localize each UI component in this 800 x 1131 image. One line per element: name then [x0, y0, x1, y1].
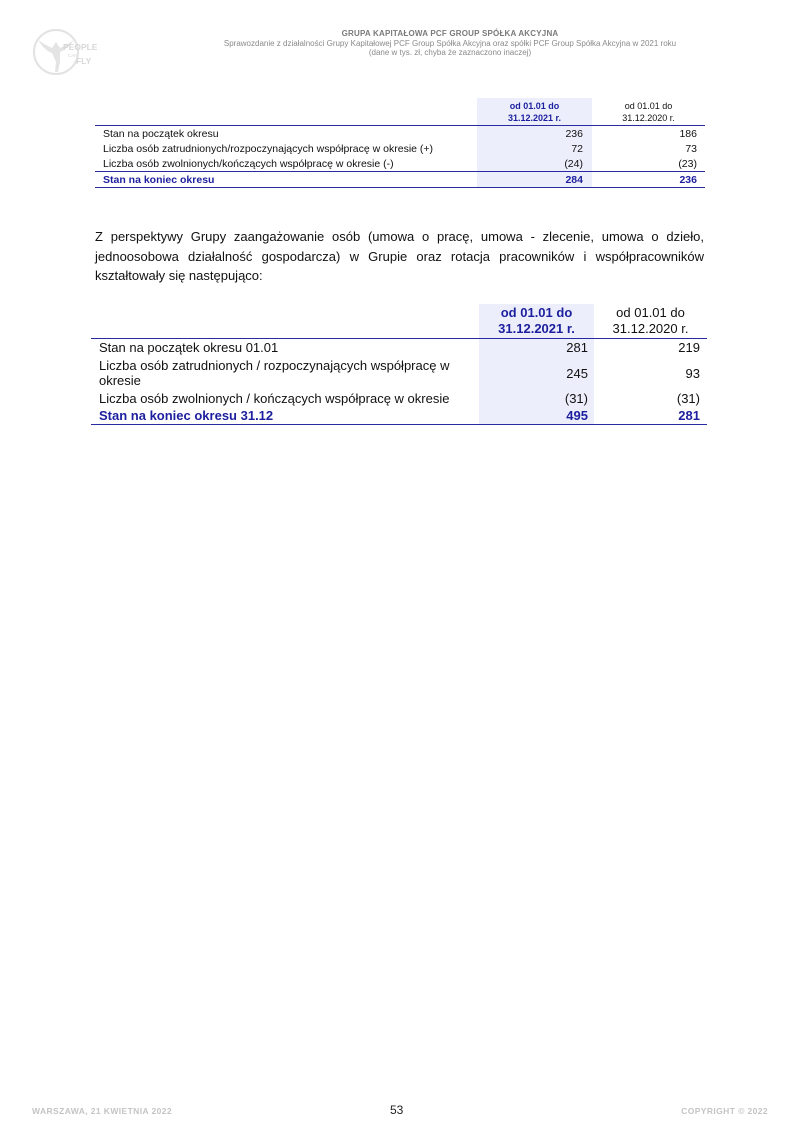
table-header-row — [91, 304, 707, 338]
row-value-2020: 93 — [685, 365, 700, 381]
header-2020 — [594, 304, 707, 338]
table-total-row — [91, 407, 707, 425]
headcount-table-group — [91, 304, 707, 425]
report-subtitle: Sprawozdanie z działalności Grupy Kapitałowej PCF Group Spółka Akcyjna oraz spółki PCF Group Spółka Akcyjna w 2021 roku — [223, 39, 677, 48]
headcount-table-small — [95, 98, 705, 188]
row-value-2020: (23) — [678, 157, 697, 170]
row-value-2020: 186 — [679, 127, 697, 140]
header-2021 — [479, 304, 594, 338]
row-label: Stan na początek okresu 01.01 — [99, 340, 279, 355]
footer-date: WARSZAWA, 21 KWIETNIA 2022 — [32, 1106, 172, 1116]
people-can-fly-logo — [30, 26, 98, 78]
table-header-empty — [91, 304, 479, 338]
total-value-2021: 284 — [477, 172, 592, 187]
table-total-row — [95, 171, 705, 188]
header-2021-line1: od 01.01 do — [509, 100, 560, 111]
total-value-2020: 281 — [678, 408, 700, 423]
row-value-2021: 245 — [479, 356, 594, 390]
footer-copyright: COPYRIGHT © 2022 — [681, 1106, 768, 1116]
total-value-2020: 236 — [679, 173, 697, 186]
svg-text:FLY: FLY — [76, 56, 92, 66]
table-row — [91, 356, 707, 390]
row-label: Liczba osób zwolnionych/kończących współpracę w okresie (-) — [103, 157, 394, 170]
table-row — [95, 125, 705, 141]
header-2021 — [477, 98, 592, 125]
row-value-2020: (31) — [676, 391, 700, 406]
report-units-note: (dane w tys. zł, chyba że zaznaczono inaczej) — [368, 48, 532, 57]
svg-text:PEOPLE: PEOPLE — [63, 42, 98, 52]
header-2020-line1: od 01.01 do — [624, 100, 673, 111]
svg-text:CAN: CAN — [68, 53, 78, 58]
row-value-2021: (31) — [479, 390, 594, 407]
report-company-title: GRUPA KAPITAŁOWA PCF GROUP SPÓŁKA AKCYJNA — [341, 29, 559, 38]
header-2021-line2: 31.12.2021 r. — [498, 321, 575, 336]
header-2020 — [592, 98, 705, 125]
table-row — [95, 141, 705, 156]
header-2020-line1: od 01.01 do — [616, 305, 685, 320]
table-row — [95, 156, 705, 171]
row-value-2021: (24) — [477, 156, 592, 171]
table-row — [91, 390, 707, 407]
table-header-empty — [95, 98, 477, 125]
row-label: Liczba osób zatrudnionych / rozpoczynających współpracę w okresie — [99, 358, 450, 388]
header-2020-line2: 31.12.2020 r. — [622, 112, 675, 123]
body-paragraph: Z perspektywy Grupy zaangażowanie osób (umowa o pracę, umowa - zlecenie, umowa o dzieło, jednoosobowa działalność gospodarcza) w Grupie oraz rotacja pracowników i współpracowników kształtowały się następująco: — [95, 229, 704, 283]
table-row — [91, 338, 707, 356]
row-label: Liczba osób zwolnionych / kończących współpracę w okresie — [99, 391, 450, 406]
header-2021-line1: od 01.01 do — [500, 305, 573, 320]
row-value-2021: 236 — [477, 126, 592, 141]
page-number: 53 — [390, 1103, 404, 1117]
row-value-2021: 281 — [479, 339, 594, 356]
table-header-row — [95, 98, 705, 125]
total-value-2021: 495 — [479, 407, 594, 424]
header-2021-line2: 31.12.2021 r. — [507, 112, 562, 123]
total-label: Stan na koniec okresu — [103, 173, 215, 186]
header-2020-line2: 31.12.2020 r. — [612, 321, 689, 336]
row-label: Stan na początek okresu — [103, 127, 219, 140]
row-value-2020: 73 — [685, 142, 697, 155]
total-label: Stan na koniec okresu 31.12 — [99, 408, 274, 423]
row-label: Liczba osób zatrudnionych/rozpoczynających współpracę w okresie (+) — [103, 142, 434, 155]
row-value-2021: 72 — [477, 141, 592, 156]
row-value-2020: 219 — [678, 340, 700, 355]
